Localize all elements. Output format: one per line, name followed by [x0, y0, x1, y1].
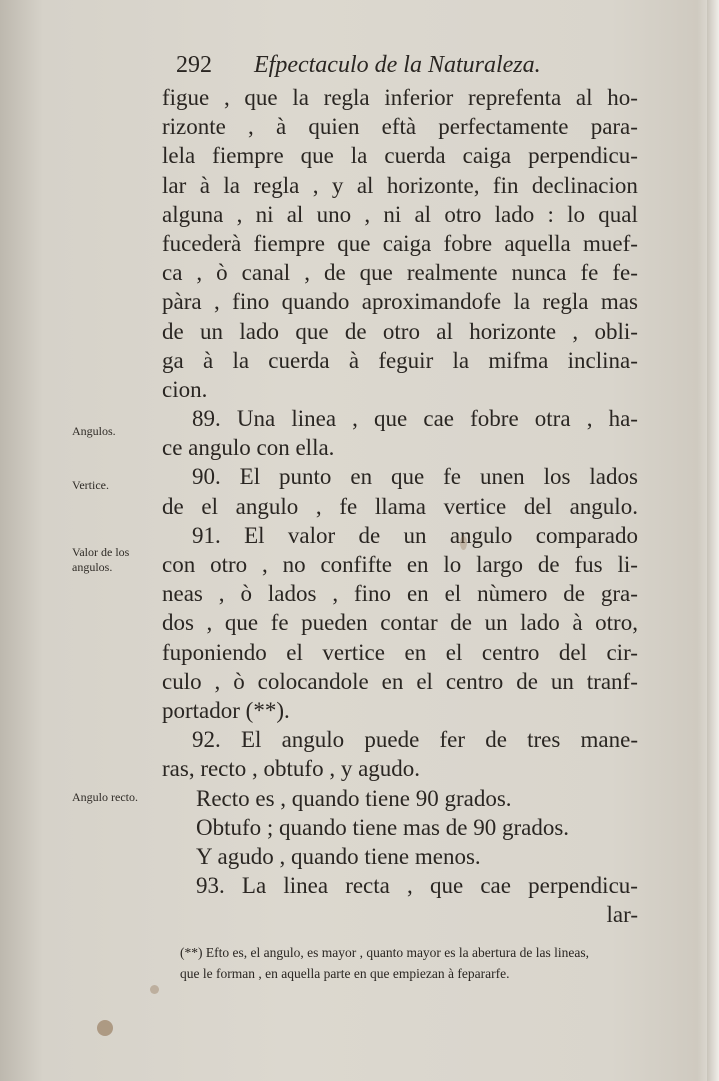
word: à [275, 114, 287, 140]
word: à [348, 347, 360, 373]
text-line [162, 200, 638, 229]
word: de [323, 260, 346, 286]
text-line [162, 287, 638, 316]
word: regla [542, 289, 589, 315]
word: linea [283, 873, 329, 899]
word: un [484, 610, 508, 636]
word: al [356, 172, 374, 198]
word: mifma [488, 347, 549, 373]
word: fucederà [162, 230, 242, 256]
word: lados [267, 581, 317, 607]
word: El [239, 464, 261, 490]
word: de [344, 318, 367, 344]
word: ò [216, 260, 228, 286]
word: 89. [192, 406, 221, 432]
word: de [450, 610, 472, 636]
text-line [162, 667, 638, 696]
word: regla [253, 172, 300, 198]
word: fino [353, 581, 392, 607]
word: fe [339, 493, 358, 519]
text-line [162, 258, 638, 287]
word: el [416, 668, 433, 694]
word: , [304, 260, 310, 286]
word: Una [236, 406, 276, 432]
word: El [240, 727, 262, 753]
word: fobre [443, 230, 493, 256]
word: el [445, 639, 463, 665]
word: qual [598, 201, 638, 227]
word: al [286, 201, 304, 227]
word: 91. [192, 522, 221, 548]
word: valor [287, 522, 336, 548]
word: tres [527, 727, 561, 753]
text-line [162, 83, 638, 112]
body-text [162, 83, 638, 929]
word: fus [574, 552, 603, 577]
word: la [513, 289, 531, 315]
text-line [162, 317, 638, 346]
word: vertice [322, 639, 385, 665]
word: unen [479, 464, 525, 490]
book-title: Efpectaculo de la Naturaleza. [254, 52, 541, 78]
word: fiempre [212, 143, 284, 169]
word: , [364, 201, 371, 227]
word: uno [316, 201, 352, 227]
word: , [352, 406, 358, 432]
text-line: Recto es , quando tiene 90 grados. [196, 785, 512, 811]
word: de [563, 581, 585, 607]
word: perpendicu- [528, 873, 638, 899]
word: regla [323, 85, 370, 110]
text-line: ce angulo con ella. [162, 435, 335, 461]
word: centro [481, 639, 540, 665]
text-line [162, 171, 638, 200]
word: centro [445, 668, 504, 694]
word: el [286, 639, 303, 665]
word: lado [239, 318, 279, 344]
word: que [300, 143, 334, 169]
word: culo [162, 668, 202, 694]
word: , [214, 289, 220, 315]
word: angulo [449, 522, 513, 548]
word: linea [291, 406, 337, 432]
margin-note-angulos: Angulos. [72, 424, 116, 438]
page-edge [707, 0, 719, 1081]
word: y [331, 172, 344, 198]
word: El [244, 522, 265, 548]
margin-note-vertice: Vertice. [72, 478, 109, 492]
word: horizonte [469, 318, 557, 344]
foxing-spot [150, 985, 159, 994]
word: que [374, 406, 408, 432]
word: cir- [606, 639, 638, 665]
word: al [436, 318, 453, 344]
word: cae [480, 873, 511, 899]
word: aquella [504, 230, 571, 256]
text-line [162, 141, 638, 170]
word: aproximandofe [361, 289, 502, 315]
word: : [547, 201, 554, 227]
text-line: Obtufo ; quando tiene mas de 90 grados. [196, 814, 570, 840]
text-line: cion. [162, 376, 208, 402]
word: que [224, 610, 259, 636]
word: de [537, 552, 560, 577]
word: canal [241, 260, 291, 286]
word: La [241, 873, 267, 899]
word: angulo. [569, 493, 638, 519]
word: confifte [320, 552, 392, 577]
word: puede [364, 727, 420, 753]
word: , [248, 114, 254, 140]
word: en [350, 464, 373, 490]
word: en [381, 668, 404, 694]
word: fiempre [253, 230, 325, 256]
word: ho- [607, 85, 638, 110]
word: eftà [381, 114, 417, 140]
word: un [550, 668, 574, 694]
text-line [162, 521, 638, 550]
word: la [452, 347, 470, 373]
word: horizonte, [386, 172, 480, 198]
word: que [295, 318, 329, 344]
word: en [404, 639, 427, 665]
word: punto [279, 464, 332, 490]
word: un [403, 522, 427, 548]
word: rizonte [162, 114, 226, 140]
word: nunca [511, 260, 567, 286]
word: feguir [378, 347, 434, 373]
word: un [200, 318, 224, 344]
word: inclina- [567, 347, 638, 373]
word: caiga [382, 230, 432, 256]
footnote [180, 942, 640, 984]
word: para- [590, 114, 638, 140]
word: vertice [443, 493, 507, 519]
word: reprefenta [468, 85, 562, 110]
word: de [485, 727, 507, 753]
word: mane- [580, 727, 638, 753]
word: , [586, 406, 593, 432]
word: del [523, 493, 552, 519]
catchword: lar- [606, 902, 638, 928]
word: lados [589, 464, 638, 490]
word: de [162, 318, 184, 344]
word: de [358, 522, 381, 548]
word: que [359, 260, 393, 286]
text-line [162, 638, 638, 667]
word: ò [233, 668, 245, 694]
word: cuerda [384, 143, 446, 169]
word: gra- [600, 581, 638, 607]
foxing-spot [460, 536, 467, 550]
word: colocandole [257, 668, 369, 694]
word: , [332, 581, 339, 607]
word: que [429, 873, 464, 899]
word: comparado [535, 522, 638, 548]
word: pueden [301, 610, 368, 636]
text-line [162, 492, 638, 521]
word: , [262, 552, 268, 577]
word: , [218, 581, 225, 607]
text-line [162, 608, 638, 637]
word: , [223, 85, 230, 110]
word: la [223, 172, 240, 198]
word: que [337, 230, 371, 256]
word: que [391, 464, 425, 490]
word: al [575, 85, 593, 110]
word: li- [617, 552, 638, 577]
text-line: ras, recto , obtufo , y agudo. [162, 756, 421, 782]
word: nùmero [477, 581, 548, 607]
word: del [558, 639, 587, 665]
word: 92. [192, 727, 221, 753]
word: fuponiendo [162, 639, 267, 665]
word: à [572, 610, 583, 636]
margin-note-valor: Valor de los angulos. [72, 545, 130, 574]
word: otro [444, 201, 482, 227]
word: angulo [281, 727, 345, 753]
word: fin [492, 172, 519, 198]
word: fe [270, 610, 289, 636]
word: , [206, 610, 213, 636]
word: en [406, 581, 429, 607]
word: mas [600, 289, 638, 315]
word: realmente [406, 260, 498, 286]
word: recta [345, 873, 390, 899]
word: ha- [608, 406, 638, 432]
word: inferior [384, 85, 454, 110]
word: otro [382, 318, 420, 344]
word: pàra [162, 289, 202, 315]
word: otro [210, 552, 248, 577]
word: de [516, 668, 538, 694]
footnote-line: que le forman , en aquella parte en que empiezan à fepararfe. [180, 966, 510, 981]
word: el [201, 493, 218, 519]
word: otra [534, 406, 571, 432]
word: , [407, 873, 413, 899]
text-line [162, 404, 638, 433]
word: que [244, 85, 278, 110]
word: perpendicu- [528, 143, 638, 169]
word: , [312, 172, 319, 198]
word: lo [443, 552, 462, 577]
word: lar [162, 172, 187, 198]
text-line [162, 871, 638, 900]
word: declinacion [531, 172, 638, 198]
word: perfectamente [438, 114, 569, 140]
word: con [162, 552, 196, 577]
word: contar [380, 610, 438, 636]
word: angulo [235, 493, 299, 519]
word: de [162, 493, 184, 519]
text-line: portador (**). [162, 697, 290, 723]
word: largo [476, 552, 524, 577]
word: quien [308, 114, 360, 140]
word: neas [162, 581, 203, 607]
word: fe- [612, 260, 638, 286]
word: otro, [595, 610, 638, 636]
word: fobre [470, 406, 519, 432]
running-head [176, 52, 541, 79]
word: dos [162, 610, 194, 636]
word: à [202, 347, 214, 373]
word: la [292, 85, 309, 110]
word: lo [567, 201, 586, 227]
word: fe [443, 464, 462, 490]
text-line [162, 112, 638, 141]
word: fe [580, 260, 599, 286]
word: el [444, 581, 462, 607]
word: los [543, 464, 571, 490]
text-line: Y agudo , quando tiene menos. [196, 843, 481, 869]
word: ga [162, 347, 184, 373]
word: la [350, 143, 368, 169]
foxing-spot [97, 1020, 113, 1036]
page-number: 292 [176, 52, 212, 78]
word: , [315, 493, 322, 519]
word: la [232, 347, 250, 373]
text-line [162, 550, 638, 579]
word: , [196, 260, 203, 286]
word: 90. [192, 464, 221, 490]
word: cae [423, 406, 455, 432]
word: lado [494, 201, 535, 227]
word: figue [162, 85, 210, 110]
footnote-line: (**) Efto es, el angulo, es mayor , quanto mayor es la abertura de las lineas, [180, 945, 589, 960]
word: al [414, 201, 432, 227]
text-line [162, 579, 638, 608]
word: fer [439, 727, 466, 753]
word: à [199, 172, 210, 198]
word: no [282, 552, 306, 577]
word: tranf- [586, 668, 638, 694]
word: obli- [594, 318, 638, 344]
text-line [162, 462, 638, 491]
word: 93. [196, 873, 225, 899]
word: lado [520, 610, 560, 636]
word: muef- [583, 230, 638, 256]
word: quando [281, 289, 350, 315]
word: fino [232, 289, 270, 315]
word: , [214, 668, 221, 694]
word: llama [374, 493, 426, 519]
margin-note-angulo-recto: Angulo recto. [72, 790, 138, 804]
text-line [162, 229, 638, 258]
word: caiga [462, 143, 512, 169]
word: cuerda [268, 347, 330, 373]
word: ca [162, 260, 183, 286]
word: , [572, 318, 579, 344]
text-line [162, 346, 638, 375]
text-line [162, 725, 638, 754]
word: ni [255, 201, 274, 227]
word: lela [162, 143, 196, 169]
word: ò [240, 581, 252, 607]
word: , [236, 201, 243, 227]
word: ni [383, 201, 402, 227]
word: alguna [162, 201, 224, 227]
word: en [406, 552, 429, 577]
